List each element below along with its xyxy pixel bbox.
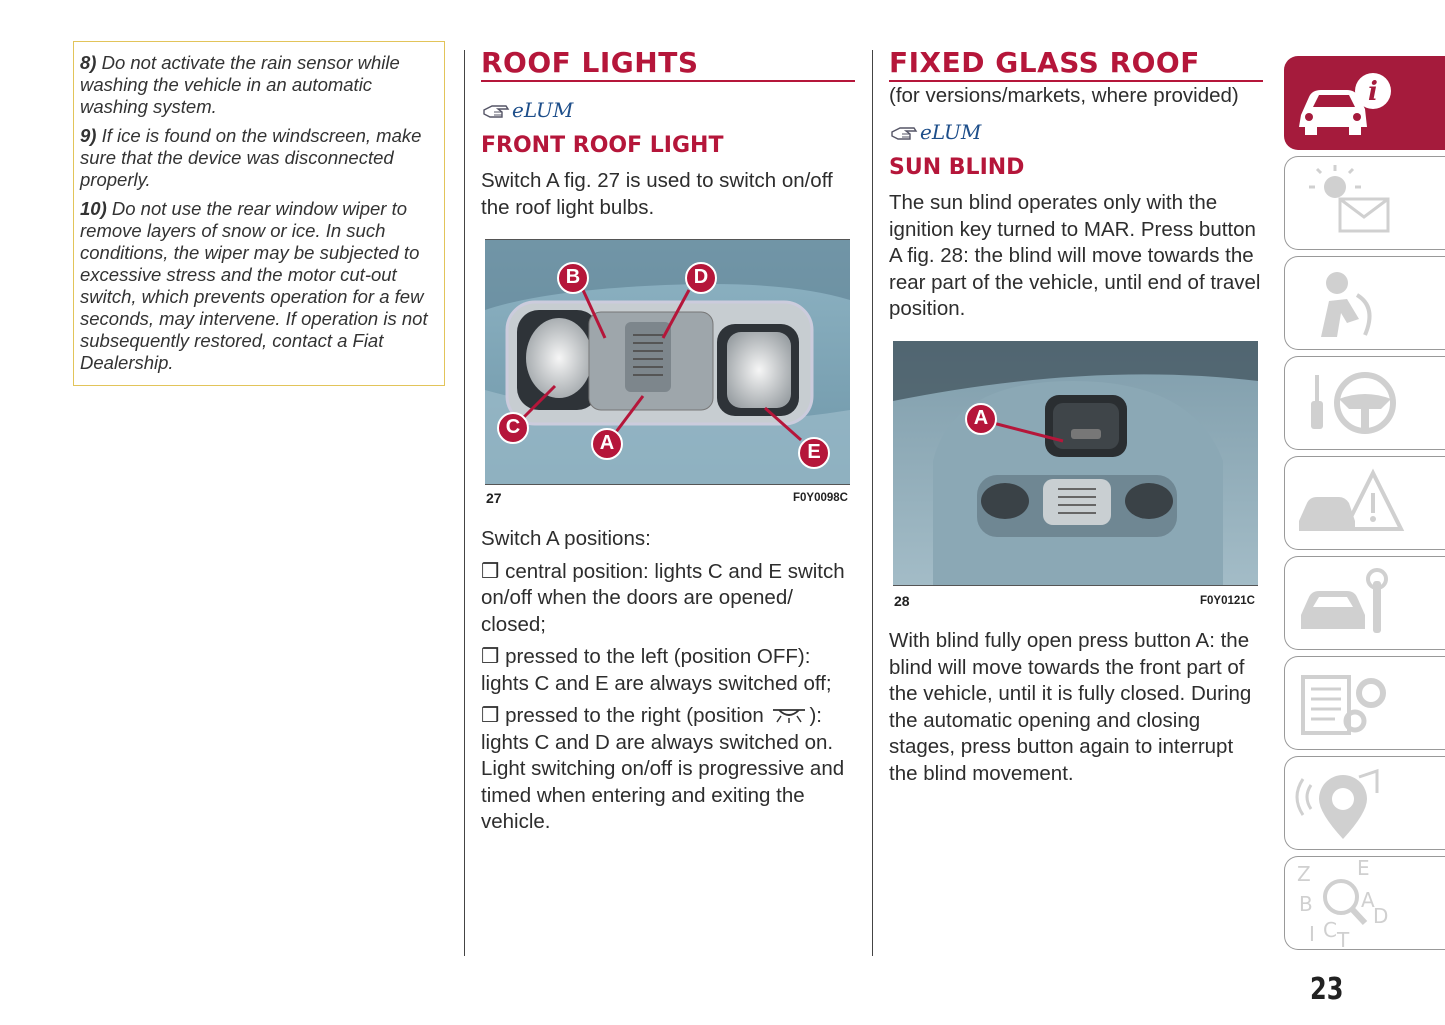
fig28-label-a: A — [973, 407, 989, 429]
tab-maintenance[interactable] — [1284, 556, 1445, 650]
bullet-right: ❒ pressed to the right (position ): lights C and D are always switched on. Light switching on/off is progressive and timed when entering and exiting the vehicle. — [481, 704, 845, 833]
roof-lights-heading: ROOF LIGHTS — [481, 46, 855, 82]
svg-text:B: B — [1299, 892, 1313, 916]
fig27-label-d: D — [693, 266, 709, 288]
bullet-central: ❒ central position: lights C and E switch on/off when the doors are opened/ closed; — [481, 559, 845, 636]
elum-text: eLUM — [920, 120, 982, 144]
index-search-icon — [1285, 857, 1445, 951]
car-wrench-icon — [1285, 557, 1445, 651]
note-8: 8) Do not activate the rain sensor while washing the vehicle in an automatic washing system. — [80, 52, 400, 117]
note-10: 10) Do not use the rear window wiper to remove layers of snow or ice. In such conditions, the wiper may be subjected to excessive stress and the motor cut-out switch, which prevents operation for a few seconds, may intervene. If operation is not subsequently restored, contact a Fiat Dealership. — [80, 198, 428, 373]
page-number: 23 — [1310, 972, 1344, 1007]
tab-starting-driving[interactable] — [1284, 356, 1445, 450]
fig28-number: 28 — [894, 593, 910, 609]
svg-text:E: E — [1357, 857, 1370, 880]
svg-text:D: D — [1373, 904, 1389, 928]
airbag-safety-icon — [1285, 257, 1445, 351]
roof-intro: Switch A fig. 27 is used to switch on/off the roof light bulbs. — [481, 169, 833, 219]
column-divider-1 — [464, 50, 465, 956]
svg-text:A: A — [1361, 888, 1375, 912]
sun-blind-photo — [893, 341, 1258, 585]
fig28-code: F0Y0121C — [1200, 595, 1255, 607]
tab-emergency[interactable] — [1284, 456, 1445, 550]
tab-lights-messages[interactable] — [1284, 156, 1445, 250]
roof-light-photo — [485, 240, 850, 484]
svg-text:i: i — [1368, 77, 1378, 107]
tab-index[interactable] — [1284, 856, 1445, 950]
elum-badge-1 — [482, 96, 574, 129]
roof-positions — [481, 526, 861, 842]
versions-note: (for versions/markets, where provided) — [889, 84, 1239, 107]
elum-text: eLUM — [512, 98, 574, 122]
svg-text:C: C — [1323, 918, 1337, 942]
car-warning-icon — [1285, 457, 1445, 551]
key-steering-icon — [1285, 357, 1445, 451]
figure-27 — [485, 239, 850, 485]
notes-box — [73, 41, 445, 386]
fig27-label-c: C — [505, 416, 521, 438]
multimedia-icon — [1285, 757, 1445, 851]
svg-text:I: I — [1309, 922, 1315, 946]
car-info-icon — [1285, 57, 1445, 151]
fig27-code: F0Y0098C — [793, 492, 848, 504]
sun-blind-heading: SUN BLIND — [889, 155, 1025, 180]
fig27-label-e: E — [807, 441, 821, 463]
figure-28 — [893, 341, 1258, 586]
light-mail-icon — [1285, 157, 1445, 251]
sun-blind-para1: The sun blind operates only with the ignition key turned to MAR. Press button A fig. 28: the blind will move towards the rear part of the vehicle, until end of travel position. — [889, 191, 1261, 320]
note-9: 9) If ice is found on the windscreen, make sure that the device was disconnected properly. — [80, 125, 422, 190]
fig27-label-a: A — [599, 432, 615, 454]
fig27-label-b: B — [565, 266, 581, 288]
specs-gear-icon — [1285, 657, 1445, 751]
svg-text:Z: Z — [1297, 862, 1311, 886]
bullet-left: ❒ pressed to the left (position OFF): lights C and E are always switched off; — [481, 645, 832, 695]
fig27-number: 27 — [486, 490, 502, 506]
column-divider-2 — [872, 50, 873, 956]
front-roof-light-heading: FRONT ROOF LIGHT — [481, 133, 724, 158]
tab-technical-data[interactable] — [1284, 656, 1445, 750]
positions-title: Switch A positions: — [481, 527, 651, 550]
elum-badge-2 — [890, 118, 982, 151]
svg-text:T: T — [1337, 928, 1350, 951]
tab-safety[interactable] — [1284, 256, 1445, 350]
roof-light-symbol-icon — [769, 706, 809, 724]
fixed-glass-roof-heading: FIXED GLASS ROOF — [889, 46, 1263, 82]
sun-blind-para2: With blind fully open press button A: the blind will move towards the front part of the vehicle, until it is fully closed. During the automatic opening and closing stages, press button again to interrupt the blind movement. — [889, 629, 1252, 785]
tab-car-info[interactable] — [1284, 56, 1445, 150]
tab-multimedia[interactable] — [1284, 756, 1445, 850]
